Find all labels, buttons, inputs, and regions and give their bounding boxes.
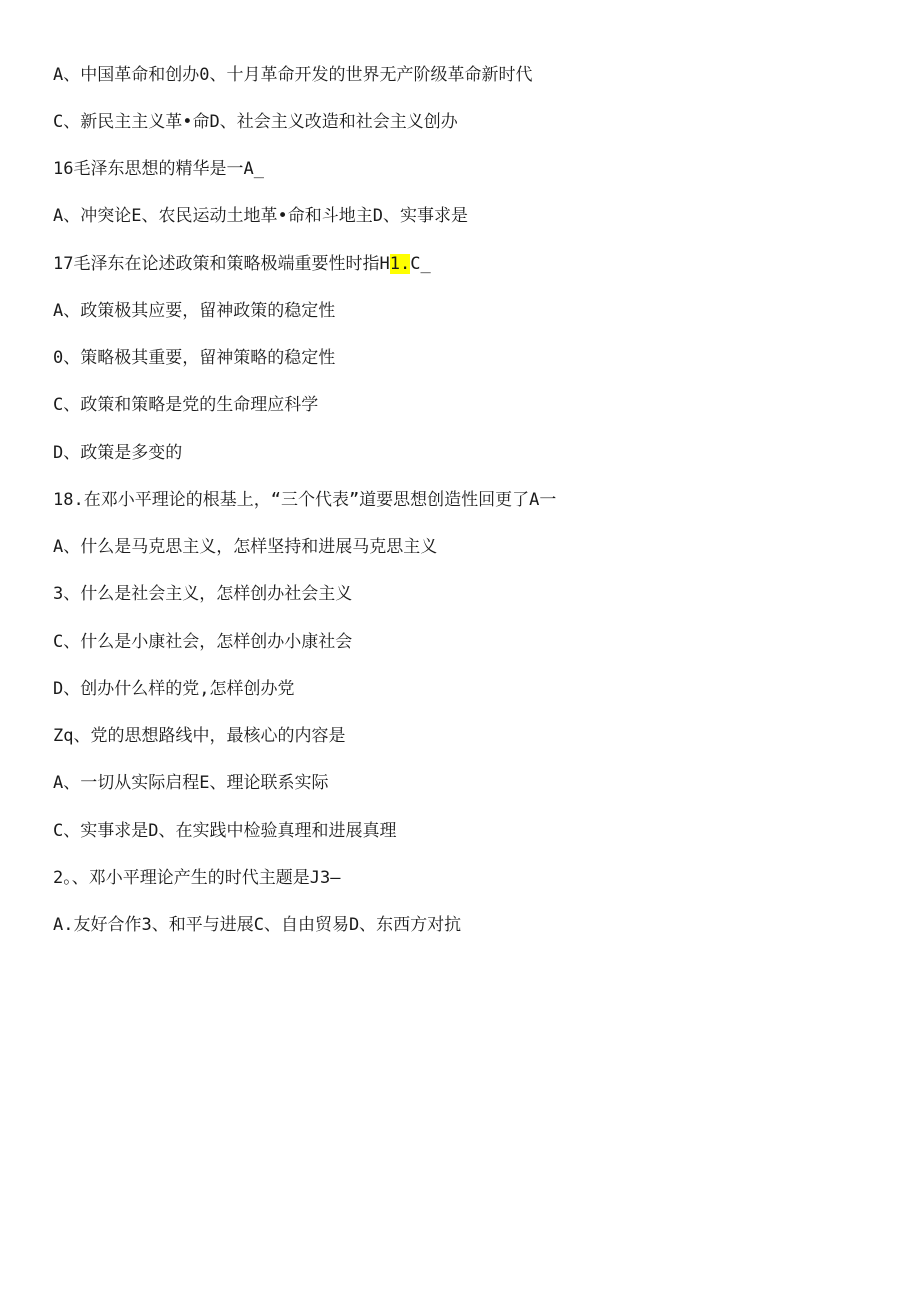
question-17 xyxy=(53,252,431,276)
question-20: 2。、邓小平理论产生的时代主题是J3— xyxy=(53,868,341,888)
text-line: A、政策极其应要，留神政策的稳定性 xyxy=(53,301,336,321)
text-line: A、冲突论E、农民运动土地革•命和斗地主D、实事求是 xyxy=(53,206,468,226)
text-line: A、中国革命和创办0、十月革命开发的世界无产阶级革命新时代 xyxy=(53,65,533,85)
text-line: C、新民主主义革•命D、社会主义改造和社会主义创办 xyxy=(53,112,458,132)
text-line: C、政策和策略是党的生命理应科学 xyxy=(53,395,319,415)
text-line: A.友好合作3、和平与进展C、自由贸易D、东西方对抗 xyxy=(53,915,462,935)
question-17-text: 17毛泽东在论述政策和策略极端重要性时指H xyxy=(53,254,390,274)
text-line: A、什么是马克思主义，怎样坚持和进展马克思主义 xyxy=(53,537,438,557)
text-line: D、政策是多变的 xyxy=(53,443,183,463)
question-18: 18.在邓小平理论的根基上，“三个代表”道要思想创造性回更了A一 xyxy=(53,490,557,510)
text-line: A、一切从实际启程E、理论联系实际 xyxy=(53,773,329,793)
text-line: C、实事求是D、在实践中检验真理和进展真理 xyxy=(53,821,397,841)
text-line: 0、策略极其重要，留神策略的稳定性 xyxy=(53,348,336,368)
text-line: 3、什么是社会主义，怎样创办社会主义 xyxy=(53,584,353,604)
question-17-answer: C_ xyxy=(410,254,431,274)
text-line: D、创办什么样的党,怎样创办党 xyxy=(53,679,295,699)
highlighted-text: 1. xyxy=(389,254,411,274)
question-19: Zq、党的思想路线中，最核心的内容是 xyxy=(53,726,346,746)
text-line: C、什么是小康社会，怎样创办小康社会 xyxy=(53,632,353,652)
question-16: 16毛泽东思想的精华是一A_ xyxy=(53,159,264,179)
